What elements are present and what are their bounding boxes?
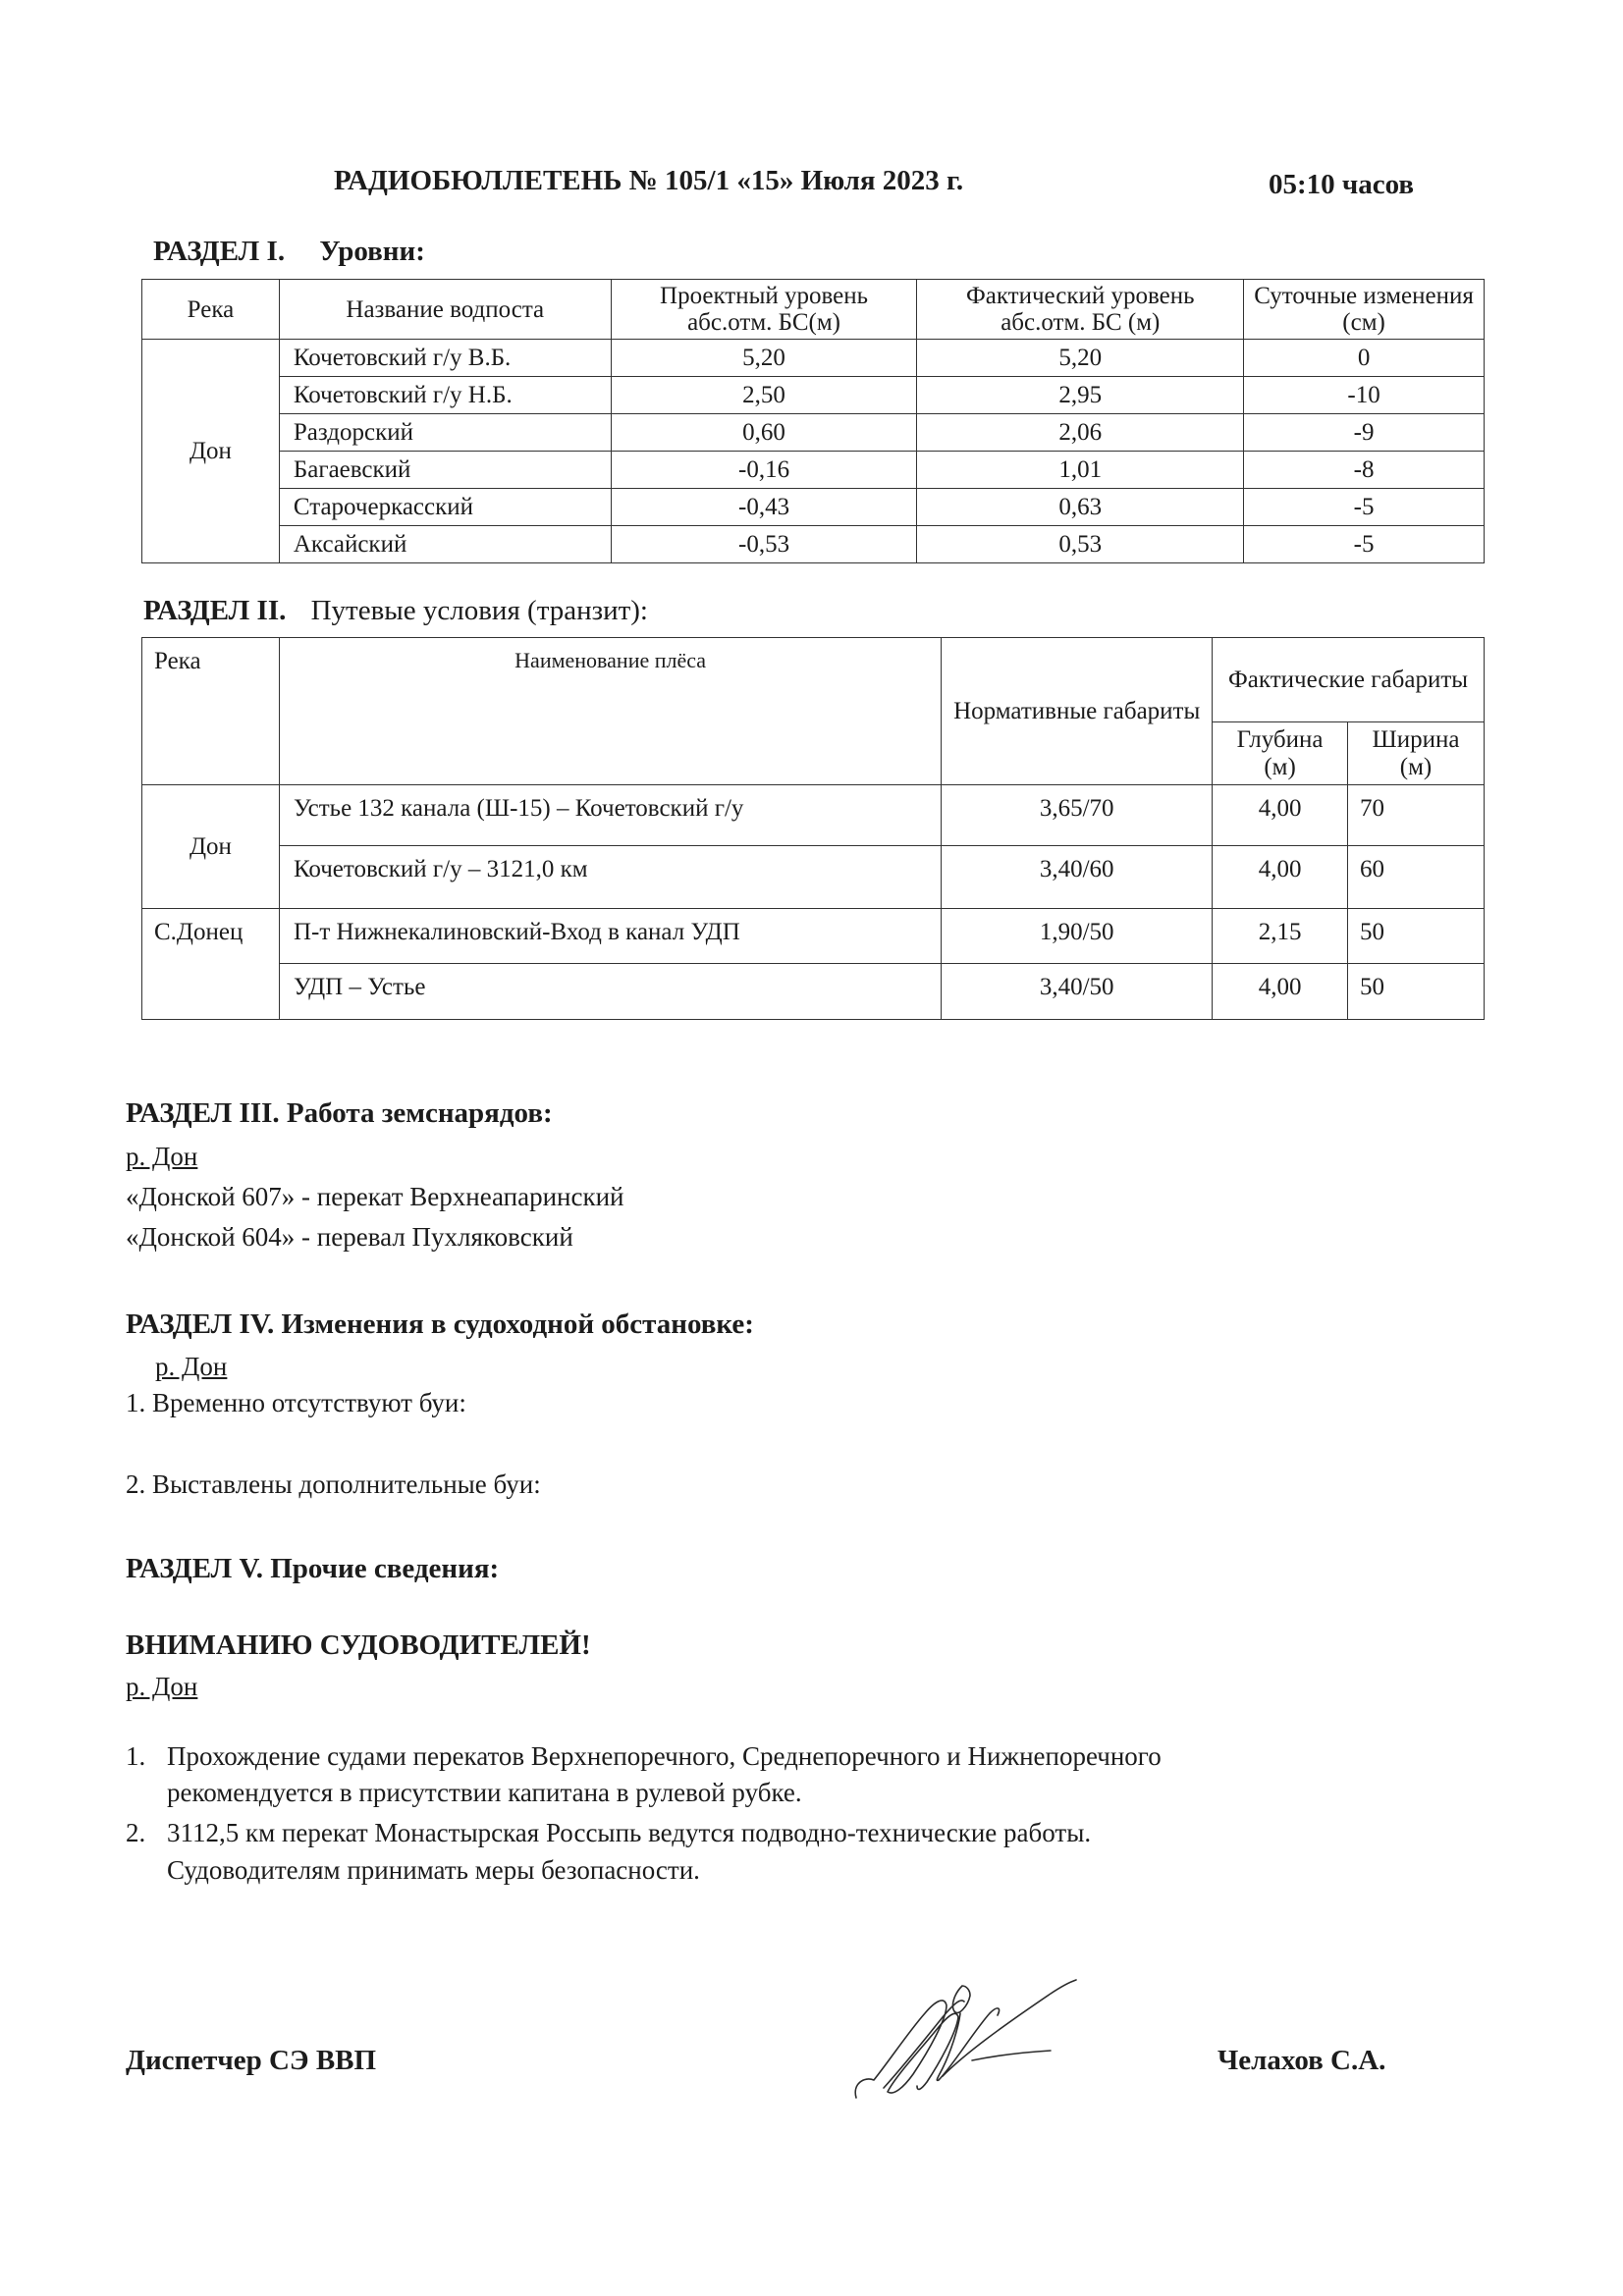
normative-cell: 3,65/70 <box>942 785 1213 846</box>
table-row <box>142 964 1485 1020</box>
reach-cell: УДП – Устье <box>279 964 941 1020</box>
transit-header-actual: Фактические габариты <box>1213 638 1485 722</box>
dredger-line: «Донской 607» - перекат Верхнеапаринский <box>126 1182 624 1211</box>
design-level-cell: -0,16 <box>611 452 917 489</box>
section3-river-text: р. Дон <box>126 1142 198 1171</box>
levels-header-row <box>142 280 1485 340</box>
attention-title: ВНИМАНИЮ СУДОВОДИТЕЛЕЙ! <box>126 1629 591 1661</box>
transit-river-cell: Дон <box>142 785 280 909</box>
section4-item1: 1. Временно отсутствуют буи: <box>126 1388 466 1417</box>
design-level-cell: 5,20 <box>611 340 917 377</box>
design-level-cell: 0,60 <box>611 414 917 452</box>
design-level-cell: -0,43 <box>611 489 917 526</box>
attention-item-num: 2. <box>126 1818 146 1847</box>
attention-river <box>126 1672 197 1702</box>
station-cell: Аксайский <box>279 526 611 563</box>
depth-cell: 4,00 <box>1213 964 1348 1020</box>
table-row <box>142 909 1485 964</box>
section2-title: Путевые условия (транзит): <box>310 595 648 626</box>
table-row <box>142 340 1485 377</box>
transit-header-width: Ширина (м) <box>1348 722 1485 785</box>
transit-header-normative: Нормативные габариты <box>942 638 1213 785</box>
attention-river-text: р. Дон <box>126 1672 198 1701</box>
section1-heading <box>153 236 425 268</box>
table-row <box>142 414 1485 452</box>
reach-cell: Устье 132 канала (Ш-15) – Кочетовский г/у <box>279 785 941 846</box>
bulletin-time: 05:10 часов <box>1269 169 1415 200</box>
section3-river <box>126 1142 197 1172</box>
attention-item-line: рекомендуется в присутствии капитана в рулевой рубке. <box>167 1778 802 1807</box>
table-row <box>142 452 1485 489</box>
transit-header-row <box>142 638 1485 722</box>
width-cell: 50 <box>1348 909 1485 964</box>
table-row <box>142 377 1485 414</box>
depth-cell: 4,00 <box>1213 785 1348 846</box>
reach-cell: Кочетовский г/у – 3121,0 км <box>279 846 941 909</box>
table-row <box>142 526 1485 563</box>
daily-change-cell: -8 <box>1244 452 1485 489</box>
table-row <box>142 785 1485 846</box>
actual-level-cell: 0,63 <box>917 489 1244 526</box>
dispatcher-position: Диспетчер СЭ ВВП <box>126 2045 377 2076</box>
levels-river-cell: Дон <box>142 340 280 563</box>
transit-header-reach: Наименование плёса <box>279 638 941 785</box>
station-cell: Багаевский <box>279 452 611 489</box>
actual-level-cell: 5,20 <box>917 340 1244 377</box>
attention-item-line: 3112,5 км перекат Монастырская Россыпь ведутся подводно-технические работы. <box>167 1818 1092 1847</box>
design-level-cell: -0,53 <box>611 526 917 563</box>
attention-item-num: 1. <box>126 1741 146 1771</box>
actual-level-cell: 1,01 <box>917 452 1244 489</box>
width-cell: 70 <box>1348 785 1485 846</box>
actual-level-cell: 0,53 <box>917 526 1244 563</box>
section2-label: РАЗДЕЛ II. <box>143 595 287 626</box>
transit-header-river: Река <box>142 638 280 785</box>
daily-change-cell: -10 <box>1244 377 1485 414</box>
daily-change-cell: 0 <box>1244 340 1485 377</box>
attention-item-line: Прохождение судами перекатов Верхнепоречного, Среднепоречного и Нижнепоречного <box>167 1741 1162 1771</box>
levels-header-daily: Суточные изменения (см) <box>1244 280 1485 340</box>
daily-change-cell: -9 <box>1244 414 1485 452</box>
daily-change-cell: -5 <box>1244 489 1485 526</box>
normative-cell: 3,40/50 <box>942 964 1213 1020</box>
levels-table <box>141 279 1485 563</box>
signature-image <box>844 1958 1109 2115</box>
levels-header-station: Название водпоста <box>279 280 611 340</box>
width-cell: 50 <box>1348 964 1485 1020</box>
design-level-cell: 2,50 <box>611 377 917 414</box>
section4-river <box>155 1352 227 1382</box>
reach-cell: П-т Нижнекалиновский-Вход в канал УДП <box>279 909 941 964</box>
station-cell: Кочетовский г/у Н.Б. <box>279 377 611 414</box>
attention-item-line: Судоводителям принимать меры безопасности. <box>167 1855 700 1885</box>
normative-cell: 1,90/50 <box>942 909 1213 964</box>
section4-title: РАЗДЕЛ IV. Изменения в судоходной обстановке: <box>126 1308 754 1340</box>
width-cell: 60 <box>1348 846 1485 909</box>
section4-item2: 2. Выставлены дополнительные буи: <box>126 1469 541 1499</box>
transit-header-depth: Глубина (м) <box>1213 722 1348 785</box>
levels-header-design: Проектный уровень абс.отм. БС(м) <box>611 280 917 340</box>
transit-river-cell: С.Донец <box>142 909 280 1020</box>
station-cell: Кочетовский г/у В.Б. <box>279 340 611 377</box>
depth-cell: 2,15 <box>1213 909 1348 964</box>
levels-header-actual: Фактический уровень абс.отм. БС (м) <box>917 280 1244 340</box>
actual-level-cell: 2,95 <box>917 377 1244 414</box>
section5-title: РАЗДЕЛ V. Прочие сведения: <box>126 1553 500 1584</box>
section3-title: РАЗДЕЛ III. Работа земснарядов: <box>126 1097 553 1129</box>
bulletin-title: РАДИОБЮЛЛЕТЕНЬ № 105/1 «15» Июля 2023 г. <box>334 165 964 196</box>
table-row <box>142 489 1485 526</box>
actual-level-cell: 2,06 <box>917 414 1244 452</box>
station-cell: Раздорский <box>279 414 611 452</box>
table-row <box>142 846 1485 909</box>
station-cell: Старочеркасский <box>279 489 611 526</box>
section1-title: Уровни: <box>319 236 425 267</box>
daily-change-cell: -5 <box>1244 526 1485 563</box>
section2-heading <box>143 595 648 627</box>
dispatcher-name: Челахов С.А. <box>1217 2045 1386 2076</box>
levels-header-river: Река <box>142 280 280 340</box>
section1-label: РАЗДЕЛ I. <box>153 236 286 267</box>
dredger-line: «Донской 604» - перевал Пухляковский <box>126 1222 573 1252</box>
transit-table <box>141 637 1485 1020</box>
section4-river-text: р. Дон <box>155 1352 228 1381</box>
normative-cell: 3,40/60 <box>942 846 1213 909</box>
depth-cell: 4,00 <box>1213 846 1348 909</box>
